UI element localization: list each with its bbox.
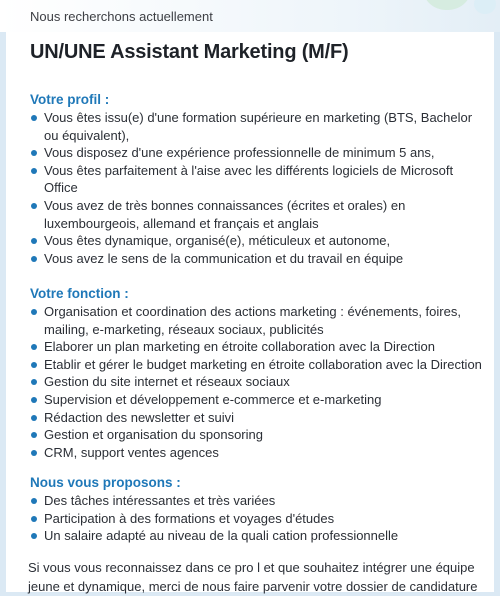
list-item: CRM, support ventes agences	[30, 444, 490, 462]
list-item: Vous êtes issu(e) d'une formation supérieure en marketing (BTS, Bachelor ou équivalent),	[30, 109, 490, 144]
kicker-text: Nous recherchons actuellement	[30, 9, 213, 24]
list-item: Organisation et coordination des actions marketing : événements, foires, mailing, e-marketing, réseaux sociaux, publicités	[30, 303, 490, 338]
list-item: Etablir et gérer le budget marketing en étroite collaboration avec la Direction	[30, 356, 490, 374]
profile-list	[30, 109, 490, 267]
decorative-leaf-graphic-small	[474, 0, 496, 14]
list-item: Participation à des formations et voyages d'études	[30, 510, 490, 528]
job-title: UN/UNE Assistant Marketing (M/F)	[30, 41, 349, 63]
offer-list	[30, 492, 490, 545]
list-item: Elaborer un plan marketing en étroite collaboration avec la Direction	[30, 338, 490, 356]
list-item: Vous avez le sens de la communication et du travail en équipe	[30, 250, 490, 268]
list-item: Vous êtes dynamique, organisé(e), méticuleux et autonome,	[30, 232, 490, 250]
function-list	[30, 303, 490, 461]
list-item: Vous êtes parfaitement à l'aise avec les différents logiciels de Microsoft Office	[30, 162, 490, 197]
profile-section-title: Votre profil :	[30, 92, 110, 107]
list-item: Rédaction des newsletter et suivi	[30, 409, 490, 427]
offer-section-title: Nous vous proposons :	[30, 475, 181, 490]
list-item: Gestion et organisation du sponsoring	[30, 426, 490, 444]
header-band	[0, 0, 500, 32]
list-item: Des tâches intéressantes et très variées	[30, 492, 490, 510]
job-posting-panel	[6, 32, 494, 592]
closing-paragraph: Si vous vous reconnaissez dans ce pro l et que souhaitez intégrer une équipe jeune et dynamique, merci de nous faire parvenir votre dossier de candidature	[28, 560, 478, 594]
list-item: Supervision et développement e-commerce et e-marketing	[30, 391, 490, 409]
list-item: Gestion du site internet et réseaux sociaux	[30, 373, 490, 391]
decorative-leaf-graphic	[422, 0, 472, 10]
list-item: Un salaire adapté au niveau de la quali cation professionnelle	[30, 527, 490, 545]
list-item: Vous avez de très bonnes connaissances (écrites et orales) en luxembourgeois, allemand et français et anglais	[30, 197, 490, 232]
function-section-title: Votre fonction :	[30, 286, 129, 301]
list-item: Vous disposez d'une expérience professionnelle de minimum 5 ans,	[30, 144, 490, 162]
